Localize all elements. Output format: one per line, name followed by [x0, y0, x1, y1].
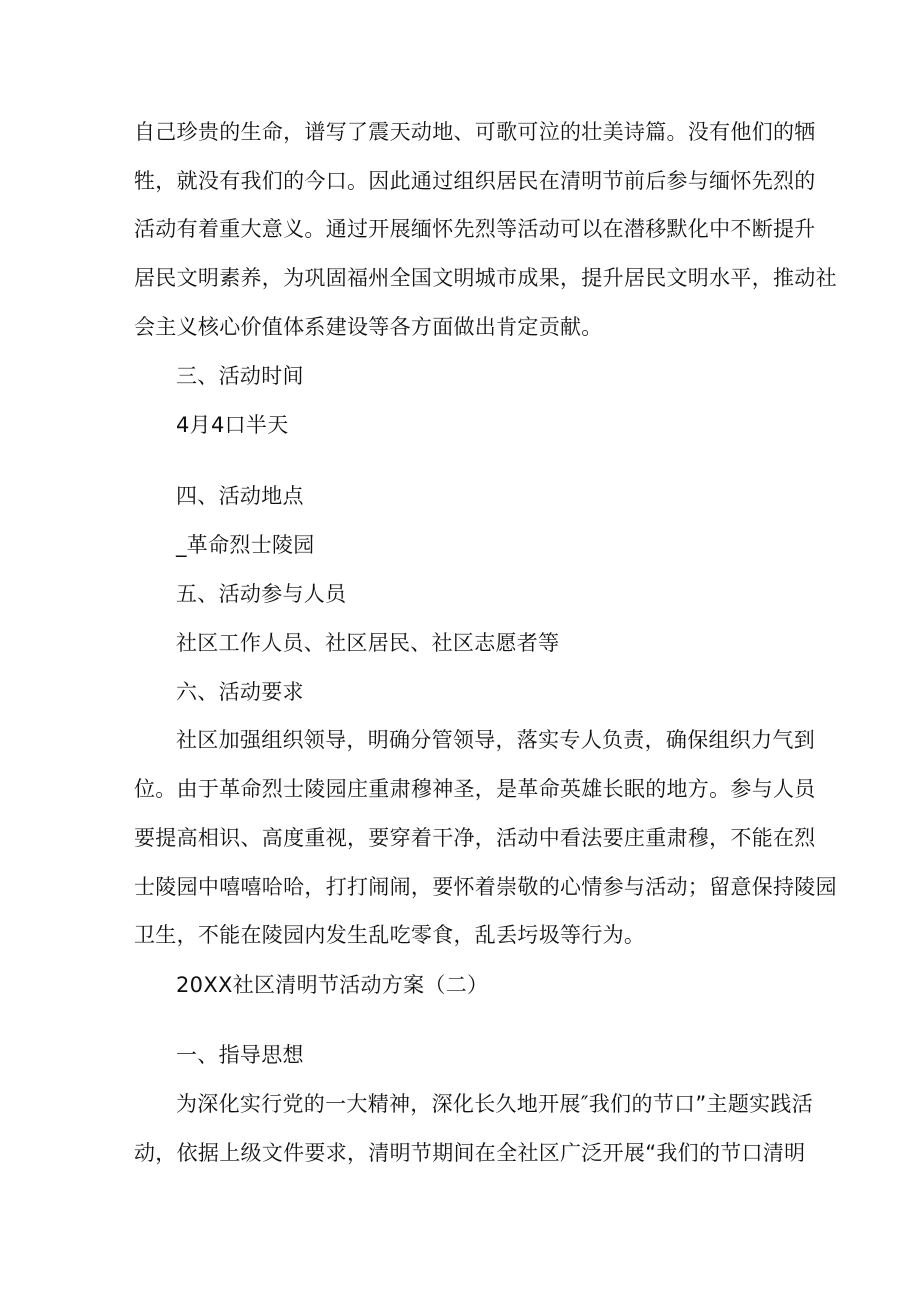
paragraph-line: 牲，就没有我们的今口。因此通过组织居民在清明节前后参与缅怀先烈的 — [134, 169, 816, 193]
paragraph-line: 动，依据上级文件要求，清明节期间在全社区广泛开展“我们的节口清明 — [134, 1141, 806, 1165]
paragraph-line: 为深化实行党的一大精神，深化长久地开展″我们的节口”主题实践活 — [176, 1092, 814, 1116]
section-heading-requirements: 六、活动要求 — [176, 680, 304, 704]
paragraph-line: 活动有着重大意义。通过开展缅怀先烈等活动可以在潜移默化中不断提升 — [134, 217, 816, 241]
paragraph-line: 居民文明素养，为巩固福州全国文明城市成果，提升居民文明水平，推动社 — [134, 266, 837, 290]
paragraph-line: 会主义核心价值体系建设等各方面做出肯定贡献。 — [134, 315, 603, 339]
paragraph-line: 自己珍贵的生命，谱写了震天动地、可歌可泣的壮美诗篇。没有他们的牺 — [134, 120, 816, 144]
plan-title: 20XX社区清明节活动方案（二） — [176, 973, 489, 997]
paragraph-line: 社区加强组织领导，明确分管领导，落实专人负责，确保组织力气到 — [176, 728, 815, 752]
paragraph-line: 士陵园中嘻嘻哈哈，打打闹闹，要怀着崇敬的心情参与活动；留意保持陵园 — [134, 875, 837, 899]
activity-location: _革命烈士陵园 — [176, 533, 315, 557]
section-heading-participants: 五、活动参与人员 — [176, 582, 347, 606]
paragraph-line: 卫生，不能在陵园内发生乱吃零食，乱丢圬圾等行为。 — [134, 923, 646, 947]
activity-time: 4月4口半天 — [176, 413, 289, 437]
activity-participants: 社区工作人员、社区居民、社区志愿者等 — [176, 631, 560, 655]
paragraph-line: 位。由于革命烈士陵园庄重肃穆神圣，是革命英雄长眠的地方。参与人员 — [134, 777, 816, 801]
section-heading-time: 三、活动时间 — [176, 364, 304, 388]
section-heading-location: 四、活动地点 — [176, 484, 304, 508]
paragraph-line: 要提高相识、高度重视，要穿着干净，活动中看法要庄重肃穆，不能在烈 — [134, 826, 816, 850]
section-heading-guiding-ideology: 一、指导思想 — [176, 1043, 304, 1067]
